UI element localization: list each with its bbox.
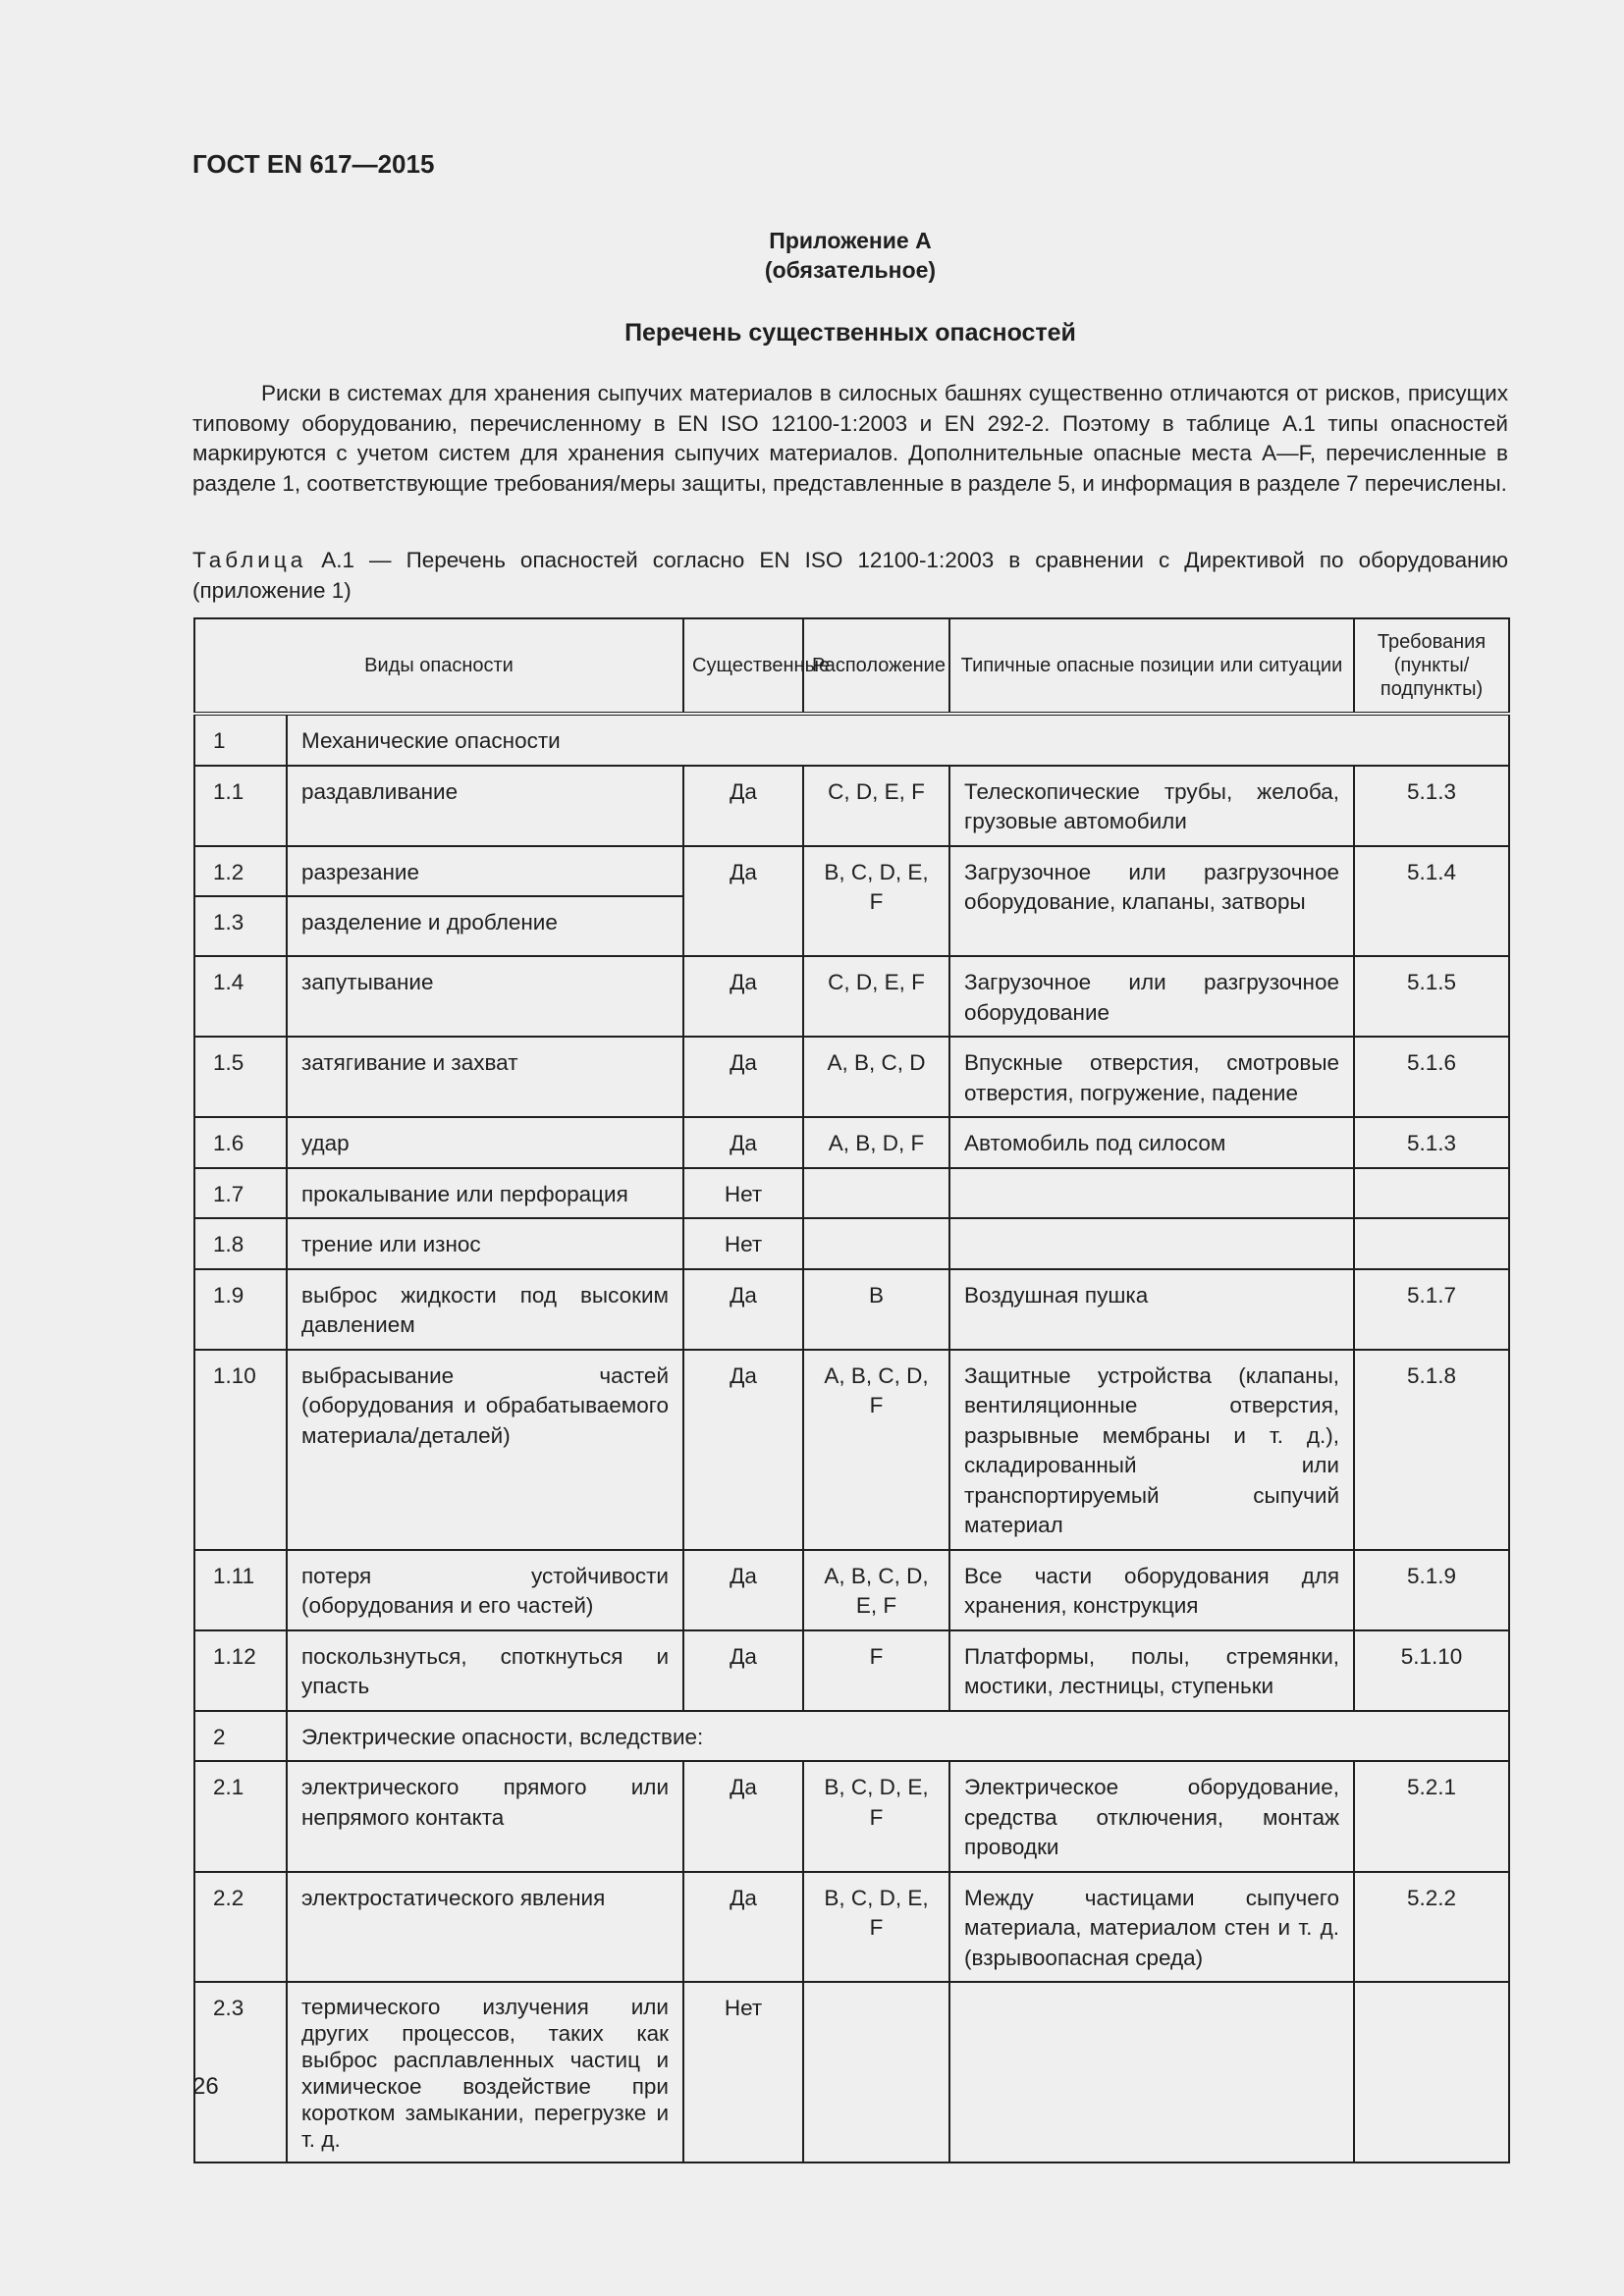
row-number: 2.3 bbox=[194, 1982, 287, 2163]
table-row bbox=[194, 1350, 1509, 1550]
row-number: 2.2 bbox=[194, 1872, 287, 1983]
situation-cell: Все части оборудования для хранения, конструкция bbox=[949, 1550, 1354, 1630]
location-cell bbox=[803, 1982, 949, 2163]
situation-cell: Впускные отверстия, смотровые отверстия, погружение, падение bbox=[949, 1037, 1354, 1117]
significant-cell: Да bbox=[683, 1350, 803, 1550]
header-significant: Существенные bbox=[683, 618, 803, 714]
row-number: 2 bbox=[194, 1711, 287, 1762]
table-row bbox=[194, 1872, 1509, 1983]
row-number: 1.7 bbox=[194, 1168, 287, 1219]
hazard-type: трение или износ bbox=[287, 1218, 683, 1269]
hazard-type: выброс жидкости под высоким давлением bbox=[287, 1269, 683, 1350]
table-row bbox=[194, 766, 1509, 846]
requirement-cell: 5.1.9 bbox=[1354, 1550, 1509, 1630]
significant-cell: Да bbox=[683, 1269, 803, 1350]
location-cell: F bbox=[803, 1630, 949, 1711]
hazard-type: потеря устойчивости (оборудования и его частей) bbox=[287, 1550, 683, 1630]
requirement-cell bbox=[1354, 1218, 1509, 1269]
table-row bbox=[194, 1269, 1509, 1350]
row-number: 1.9 bbox=[194, 1269, 287, 1350]
requirement-cell: 5.1.4 bbox=[1354, 846, 1509, 957]
significant-cell: Да bbox=[683, 1872, 803, 1983]
location-cell: A, B, C, D bbox=[803, 1037, 949, 1117]
significant-cell: Да bbox=[683, 956, 803, 1037]
table-row bbox=[194, 1630, 1509, 1711]
situation-cell: Телескопические трубы, желоба, грузовые автомобили bbox=[949, 766, 1354, 846]
row-number: 1 bbox=[194, 714, 287, 766]
table-row bbox=[194, 1037, 1509, 1117]
header-requirements: Требования (пункты/ подпункты) bbox=[1354, 618, 1509, 714]
significant-cell: Да bbox=[683, 1117, 803, 1168]
hazard-type: запутывание bbox=[287, 956, 683, 1037]
requirement-cell bbox=[1354, 1982, 1509, 2163]
location-cell: B, C, D, E, F bbox=[803, 846, 949, 957]
location-cell: C, D, E, F bbox=[803, 766, 949, 846]
location-cell: B, C, D, E, F bbox=[803, 1761, 949, 1872]
location-cell bbox=[803, 1168, 949, 1219]
requirement-cell: 5.1.5 bbox=[1354, 956, 1509, 1037]
page-number: 26 bbox=[192, 2073, 219, 2100]
requirement-cell: 5.1.6 bbox=[1354, 1037, 1509, 1117]
situation-cell: Электрическое оборудование, средства отключения, монтаж проводки bbox=[949, 1761, 1354, 1872]
requirement-cell: 5.1.3 bbox=[1354, 766, 1509, 846]
standard-designation: ГОСТ EN 617—2015 bbox=[192, 149, 435, 179]
appendix-status: (обязательное) bbox=[764, 257, 937, 283]
section-title: Перечень существенных опасностей bbox=[624, 319, 1076, 347]
situation-cell: Автомобиль под силосом bbox=[949, 1117, 1354, 1168]
row-number: 2.1 bbox=[194, 1761, 287, 1872]
row-number: 1.4 bbox=[194, 956, 287, 1037]
table-caption bbox=[192, 546, 1508, 606]
significant-cell: Да bbox=[683, 1630, 803, 1711]
location-cell: A, B, C, D, E, F bbox=[803, 1550, 949, 1630]
situation-cell: Воздушная пушка bbox=[949, 1269, 1354, 1350]
row-number: 1.12 bbox=[194, 1630, 287, 1711]
location-cell: A, B, C, D, F bbox=[803, 1350, 949, 1550]
significant-cell: Нет bbox=[683, 1218, 803, 1269]
situation-cell: Платформы, полы, стремянки, мостики, лестницы, ступеньки bbox=[949, 1630, 1354, 1711]
hazard-type: затягивание и захват bbox=[287, 1037, 683, 1117]
row-number: 1.5 bbox=[194, 1037, 287, 1117]
situation-cell bbox=[949, 1982, 1354, 2163]
row-number: 1.2 bbox=[194, 846, 287, 897]
table-row bbox=[194, 1168, 1509, 1219]
group-title: Электрические опасности, вследствие: bbox=[287, 1711, 1509, 1762]
hazards-table bbox=[193, 617, 1510, 2163]
hazard-type: поскользнуться, споткнуться и упасть bbox=[287, 1630, 683, 1711]
row-number: 1.8 bbox=[194, 1218, 287, 1269]
situation-cell: Защитные устройства (клапаны, вентиляционные отверстия, разрывные мембраны и т. д.), складированный или транспортируемый сыпучий материал bbox=[949, 1350, 1354, 1550]
group-row bbox=[194, 714, 1509, 766]
header-location: Расположение bbox=[803, 618, 949, 714]
table-row bbox=[194, 1117, 1509, 1168]
requirement-cell: 5.1.8 bbox=[1354, 1350, 1509, 1550]
table-row bbox=[194, 1982, 1509, 2163]
table-row bbox=[194, 1761, 1509, 1872]
requirement-cell: 5.2.2 bbox=[1354, 1872, 1509, 1983]
significant-cell: Да bbox=[683, 1761, 803, 1872]
situation-cell bbox=[949, 1168, 1354, 1219]
significant-cell: Да bbox=[683, 1550, 803, 1630]
hazard-type: удар bbox=[287, 1117, 683, 1168]
row-number: 1.1 bbox=[194, 766, 287, 846]
row-number: 1.10 bbox=[194, 1350, 287, 1550]
significant-cell: Да bbox=[683, 1037, 803, 1117]
table-caption-text: А.1 — Перечень опасностей согласно EN ISO 12100-1:2003 в сравнении с Директивой по оборудованию (приложение 1) bbox=[192, 548, 1508, 603]
row-number: 1.11 bbox=[194, 1550, 287, 1630]
requirement-cell: 5.1.10 bbox=[1354, 1630, 1509, 1711]
significant-cell: Да bbox=[683, 846, 803, 957]
location-cell: A, B, D, F bbox=[803, 1117, 949, 1168]
location-cell: C, D, E, F bbox=[803, 956, 949, 1037]
intro-paragraph: Риски в системах для хранения сыпучих материалов в силосных башнях существенно отличаются от рисков, присущих типовому оборудованию, перечисленному в EN ISO 12100-1:2003 и EN 292-2. Поэтому в таблице А.1 типы опасностей маркируются с учетом систем для хранения сыпучих материалов. Дополнительные опасные места A—F, перечисленные в разделе 1, соответствующие требования/меры защиты, представленные в разделе 5, и информация в разделе 7 перечислены. bbox=[192, 381, 1508, 496]
row-number: 1.3 bbox=[194, 896, 287, 956]
situation-cell: Между частицами сыпучего материала, материалом стен и т. д. (взрывоопасная среда) bbox=[949, 1872, 1354, 1983]
hazard-type: выбрасывание частей (оборудования и обрабатываемого материала/деталей) bbox=[287, 1350, 683, 1550]
hazard-type: термического излучения или других процессов, таких как выброс расплавленных частиц и химическое воздействие при коротком замыкании, перегрузке и т. д. bbox=[287, 1982, 683, 2163]
appendix-title: Приложение А bbox=[769, 228, 932, 253]
requirement-cell: 5.2.1 bbox=[1354, 1761, 1509, 1872]
hazard-type: электростатического явления bbox=[287, 1872, 683, 1983]
row-number: 1.6 bbox=[194, 1117, 287, 1168]
appendix-heading bbox=[192, 226, 1508, 285]
table-row bbox=[194, 1218, 1509, 1269]
requirement-cell: 5.1.7 bbox=[1354, 1269, 1509, 1350]
header-types: Виды опасности bbox=[194, 618, 683, 714]
table-row bbox=[194, 1550, 1509, 1630]
group-row bbox=[194, 1711, 1509, 1762]
hazard-type: разрезание bbox=[287, 846, 683, 897]
significant-cell: Нет bbox=[683, 1168, 803, 1219]
location-cell: B, C, D, E, F bbox=[803, 1872, 949, 1983]
table-header-row bbox=[194, 618, 1509, 714]
table-row bbox=[194, 846, 1509, 897]
hazard-type: электрического прямого или непрямого контакта bbox=[287, 1761, 683, 1872]
situation-cell: Загрузочное или разгрузочное оборудование, клапаны, затворы bbox=[949, 846, 1354, 957]
table-row bbox=[194, 956, 1509, 1037]
location-cell: B bbox=[803, 1269, 949, 1350]
significant-cell: Нет bbox=[683, 1982, 803, 2163]
significant-cell: Да bbox=[683, 766, 803, 846]
situation-cell bbox=[949, 1218, 1354, 1269]
header-situations: Типичные опасные позиции или ситуации bbox=[949, 618, 1354, 714]
location-cell bbox=[803, 1218, 949, 1269]
hazard-type: прокалывание или перфорация bbox=[287, 1168, 683, 1219]
hazard-type: раздавливание bbox=[287, 766, 683, 846]
group-title: Механические опасности bbox=[287, 714, 1509, 766]
hazard-type: разделение и дробление bbox=[287, 896, 683, 956]
requirement-cell: 5.1.3 bbox=[1354, 1117, 1509, 1168]
table-caption-word: Таблица bbox=[192, 548, 307, 572]
requirement-cell bbox=[1354, 1168, 1509, 1219]
situation-cell: Загрузочное или разгрузочное оборудование bbox=[949, 956, 1354, 1037]
